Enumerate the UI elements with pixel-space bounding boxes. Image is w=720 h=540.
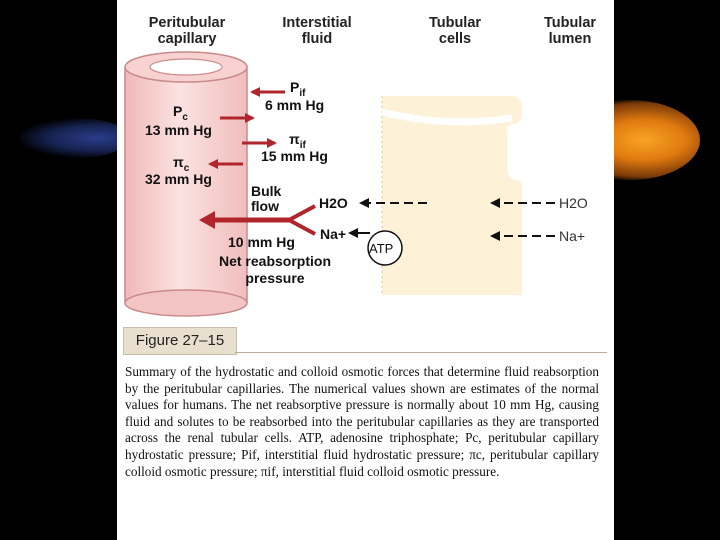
blue-light-glow — [20, 118, 130, 158]
reabsorption-diagram — [117, 0, 614, 320]
pic-value: 32 mm Hg — [145, 171, 212, 187]
atp-label: ATP — [369, 241, 394, 256]
figure-divider — [235, 352, 607, 353]
figure-page — [117, 0, 614, 540]
net-pressure-value: 10 mm Hg — [228, 234, 295, 250]
h2o-left-label: H2O — [319, 195, 348, 211]
pif-label: $P_{if}$ — [290, 79, 306, 99]
piif-label: $\pi_{if}$ — [289, 131, 306, 151]
pic-label: $\pi_c$ — [173, 154, 190, 174]
piif-value: 15 mm Hg — [261, 148, 328, 164]
header-tubular-lumen: Tubular lumen — [543, 15, 597, 47]
h2o-right-label: H2O — [559, 195, 588, 211]
figure-label: Figure 27–15 — [123, 327, 237, 355]
pc-label: $P_c$ — [173, 103, 188, 123]
na-right-label: Na+ — [559, 228, 586, 244]
pc-value: 13 mm Hg — [145, 122, 212, 138]
header-peritubular-capillary: Peritubular capillary — [148, 15, 226, 47]
bulk-flow-label: Bulk flow — [251, 183, 282, 214]
na-left-label: Na+ — [320, 226, 347, 242]
pif-value: 6 mm Hg — [265, 97, 325, 113]
net-pressure-label: Net reabsorption pressure — [218, 253, 331, 286]
figure-caption: Summary of the hydrostatic and colloid osmotic forces that determine fluid reabsorption by the peritubular capillaries. The numerical values shown are estimates of the normal values for humans. The net reabsorptive pressure is normally about 10 mm Hg, causing fluid and solutes to be reabsorbed into the peritubular capillaries as they are transported across the renal tubular cells. ATP, adenosine triphosphate; Pc, peritubular capillary hydrostatic pressure; Pif, interstitial fluid hydrostatic pressure; πc, peritubular capillary colloid osmotic pressure; πif, interstitial fluid colloid osmotic pressure. — [125, 364, 599, 479]
header-interstitial-fluid: Interstitial fluid — [282, 15, 352, 47]
header-tubular-cells: Tubular cells — [428, 15, 482, 47]
tubular-cells-shape — [382, 96, 522, 295]
